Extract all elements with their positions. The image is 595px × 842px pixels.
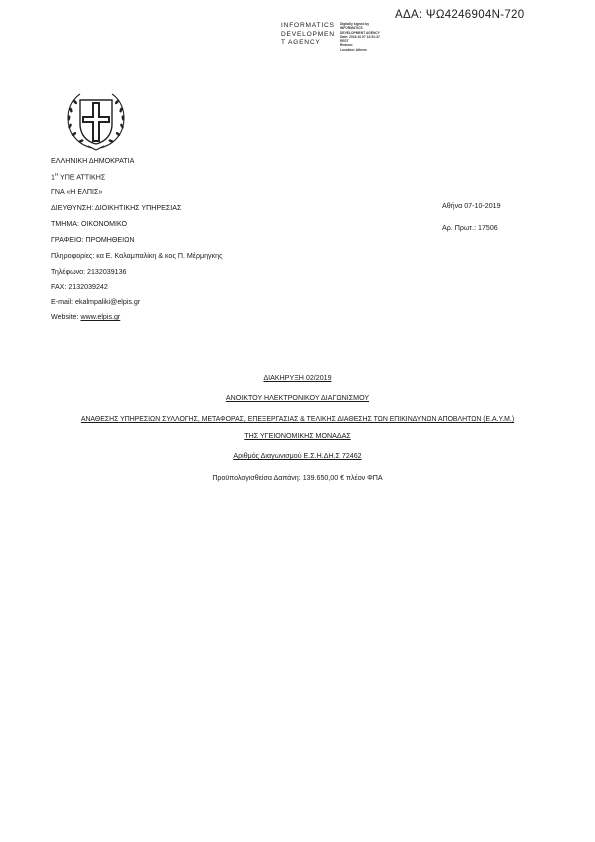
region-name: ΥΠΕ ΑΤΤΙΚΗΣ [58, 173, 106, 182]
tender-type: ΑΝΟΙΚΤΟΥ ΗΛΕΚΤΡΟΝΙΚΟΥ ΔΙΑΓΩΝΙΣΜΟΥ [225, 394, 370, 402]
issuer-hospital: ΓΝΑ «Η ΕΛΠΙΣ» [51, 188, 103, 196]
stamp-line: INFORMATICS [281, 22, 335, 29]
tender-subject: ΑΝΑΘΕΣΗΣ ΥΠΗΡΕΣΙΩΝ ΣΥΛΛΟΓΗΣ, ΜΕΤΑΦΟΡΑΣ, ΕΠΕΞΕΡΓΑΣΙΑΣ & ΤΕΛΙΚΗΣ ΔΙΑΘΕΣΗΣ ΤΩΝ ΕΠΙΚΙΝΔΥΝΩΝ ΑΠΟΒΛΗΤΩΝ (Ε.Α.Υ.Μ.) [80, 416, 515, 423]
ada-code: ΑΔΑ: ΨΩ4246904Ν-720 [395, 9, 525, 21]
stamp-detail: Location: Athens [340, 47, 367, 52]
issuer-health-region [51, 172, 105, 181]
stamp-line: DEVELOPMEN [281, 30, 335, 38]
email-label: E-mail: [51, 298, 76, 306]
contact-email [51, 298, 140, 306]
issuer-office: ΓΡΑΦΕΙΟ: ΠΡΟΜΗΘΕΙΩΝ [51, 236, 135, 244]
contact-persons: Πληροφορίες: κα Ε. Καλαμπαλίκη & κος Π. Μέρμηγκης [51, 252, 223, 260]
protocol-number: Αρ. Πρωτ.: 17506 [442, 224, 498, 232]
region-number: 1 [51, 173, 55, 182]
email-value[interactable]: ekalmpaliki@elpis.gr [75, 298, 141, 306]
website-label: Website: [51, 313, 81, 321]
tender-number: ΔΙΑΚΗΡΥΞΗ 02/2019 [263, 374, 332, 382]
stamp-detail: Date: 2019.10.07 13:51:37 [340, 34, 380, 39]
tender-budget: Προϋπολογισθείσα Δαπάνη: 139.650,00 € πλέον ΦΠΑ [212, 474, 383, 482]
stamp-detail: INFORMATICS [340, 26, 363, 31]
contact-fax: FAX: 2132039242 [51, 283, 108, 291]
stamp-detail: EEST [340, 39, 349, 44]
stamp-detail: DEVELOPMENT AGENCY [340, 30, 380, 35]
issuer-directorate: ΔΙΕΥΘΥΝΣΗ: ΔΙΟΙΚΗΤΙΚΗΣ ΥΠΗΡΕΣΙΑΣ [51, 204, 182, 212]
document-date: Αθήνα 07-10-2019 [442, 202, 501, 210]
greek-emblem-icon [62, 86, 130, 154]
stamp-detail: Reason: [340, 43, 354, 48]
issuer-department: ΤΜΗΜΑ: ΟΙΚΟΝΟΜΙΚΟ [51, 220, 128, 228]
region-superscript: Η [54, 172, 59, 177]
signature-stamp-title [281, 22, 335, 48]
contact-website [51, 313, 120, 321]
tender-subject-continued: ΤΗΣ ΥΓΕΙΟΝΟΜΙΚΗΣ ΜΟΝΑΔΑΣ [244, 432, 351, 440]
issuer-state: ΕΛΛΗΝΙΚΗ ΔΗΜΟΚΡΑΤΙΑ [51, 157, 135, 165]
contact-phone: Τηλέφωνο: 2132039136 [51, 268, 127, 276]
signature-stamp-details [340, 22, 400, 52]
website-link[interactable]: www.elpis.gr [80, 313, 121, 321]
stamp-detail: Digitally signed by [340, 22, 370, 26]
tender-esidis-number: Αριθμός Διαγωνισμού Ε.Σ.Η.ΔΗ.Σ 72462 [233, 452, 362, 460]
stamp-line: T AGENCY [281, 39, 321, 47]
